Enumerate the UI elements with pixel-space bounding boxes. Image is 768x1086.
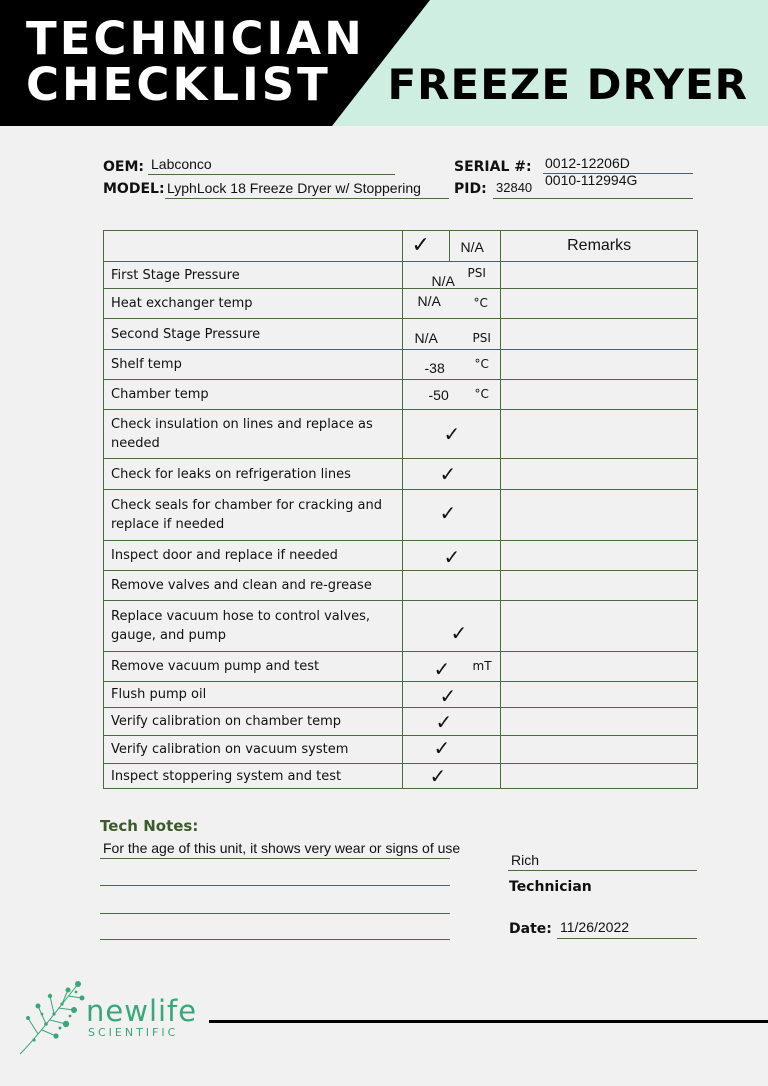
- checkmark-icon: ✓: [433, 657, 451, 681]
- page-title: [26, 12, 365, 111]
- row-value: -50: [428, 387, 449, 403]
- checkmark-icon: ✓: [433, 736, 451, 760]
- remarks-cell: [501, 262, 698, 289]
- row-value: N/A: [431, 273, 455, 289]
- remarks-cell: [501, 380, 698, 410]
- table-row: [104, 350, 698, 380]
- title-line-2: CHECKLIST: [26, 58, 331, 111]
- pid-label: PID:: [454, 181, 487, 197]
- header-item-cell: [104, 231, 403, 262]
- checklist-table: [103, 230, 698, 789]
- table-row: [104, 764, 698, 789]
- model-value: LyphLock 18 Freeze Dryer w/ Stoppering: [167, 180, 421, 196]
- notes-line-3: [100, 913, 450, 914]
- logo-subtext: SCIENTIFIC: [88, 1026, 179, 1039]
- remarks-cell: [501, 289, 698, 319]
- row-label: Inspect door and replace if needed: [104, 541, 403, 571]
- table-row: [104, 736, 698, 764]
- row-label: Remove valves and clean and re-grease: [104, 571, 403, 601]
- table-header-row: [104, 231, 698, 262]
- pid-underline: [493, 198, 693, 199]
- table-row: [104, 541, 698, 571]
- technician-underline: [508, 870, 697, 871]
- date-label: Date:: [509, 921, 552, 937]
- row-value: N/A: [417, 293, 441, 309]
- header-divider: [449, 231, 450, 261]
- header-check-na-cell: [402, 231, 501, 262]
- remarks-cell: [501, 682, 698, 708]
- remarks-cell: [501, 601, 698, 652]
- remarks-cell: [501, 652, 698, 682]
- table-row: [104, 380, 698, 410]
- technician-label: Technician: [509, 879, 592, 895]
- notes-line-4: [100, 939, 450, 940]
- footer-rule: [209, 1020, 768, 1023]
- table-row: [104, 289, 698, 319]
- row-label: Chamber temp: [104, 380, 403, 410]
- table-row: [104, 601, 698, 652]
- row-unit: °C: [474, 357, 489, 371]
- row-label: Shelf temp: [104, 350, 403, 380]
- checkmark-icon: ✓: [439, 462, 457, 486]
- checkmark-header-icon: ✓: [411, 233, 430, 258]
- tech-notes-text: For the age of this unit, it shows very wear or signs of use: [103, 840, 461, 856]
- serial-value-2: 0010-112994G: [545, 172, 638, 188]
- oem-label: OEM:: [103, 159, 144, 175]
- checkmark-icon: ✓: [443, 545, 461, 569]
- date-value: 11/26/2022: [560, 919, 630, 935]
- na-header-label: N/A: [460, 239, 484, 255]
- remarks-cell: [501, 410, 698, 459]
- remarks-cell: [501, 350, 698, 380]
- row-unit: °C: [473, 296, 488, 310]
- model-label: MODEL:: [103, 181, 165, 197]
- checkmark-icon: ✓: [439, 501, 457, 525]
- oem-value: Labconco: [151, 156, 212, 172]
- table-row: [104, 262, 698, 289]
- table-row: [104, 459, 698, 490]
- table-row: [104, 490, 698, 541]
- logo-wordmark: newlife: [86, 994, 198, 1028]
- row-label: Flush pump oil: [104, 682, 403, 708]
- table-row: [104, 571, 698, 601]
- serial-value-1: 0012-12206D: [545, 155, 630, 171]
- notes-line-1: [100, 858, 450, 859]
- row-value: N/A: [414, 330, 438, 346]
- checkmark-icon: ✓: [439, 684, 457, 708]
- remarks-cell: [501, 490, 698, 541]
- table-row: [104, 708, 698, 736]
- table-row: [104, 319, 698, 350]
- remarks-header: Remarks: [501, 231, 698, 262]
- remarks-cell: [501, 736, 698, 764]
- row-unit: PSI: [467, 266, 486, 280]
- page-subtitle: FREEZE DRYER: [387, 60, 748, 109]
- row-unit: °C: [474, 387, 489, 401]
- date-underline: [557, 938, 697, 939]
- title-line-1: TECHNICIAN: [26, 12, 365, 65]
- remarks-cell: [501, 459, 698, 490]
- remarks-cell: [501, 319, 698, 350]
- row-unit: PSI: [472, 331, 491, 345]
- table-row: [104, 652, 698, 682]
- table-row: [104, 410, 698, 459]
- checkmark-icon: ✓: [429, 764, 447, 788]
- row-label: Check seals for chamber for cracking and replace if needed: [104, 490, 403, 541]
- oem-underline: [148, 174, 395, 175]
- row-label: Verify calibration on vacuum system: [104, 736, 403, 764]
- row-label: Verify calibration on chamber temp: [104, 708, 403, 736]
- technician-name: Rich: [511, 852, 540, 868]
- row-label: Heat exchanger temp: [104, 289, 403, 319]
- row-value: -38: [424, 360, 445, 376]
- row-label: First Stage Pressure: [104, 262, 403, 289]
- table-row: [104, 682, 698, 708]
- row-label: Second Stage Pressure: [104, 319, 403, 350]
- remarks-cell: [501, 708, 698, 736]
- model-underline: [165, 198, 449, 199]
- row-label: Replace vacuum hose to control valves, gauge, and pump: [104, 601, 403, 652]
- row-label: Inspect stoppering system and test: [104, 764, 403, 789]
- row-label: Check for leaks on refrigeration lines: [104, 459, 403, 490]
- tech-notes-title: Tech Notes:: [100, 817, 199, 835]
- remarks-cell: [501, 764, 698, 789]
- row-label: Check insulation on lines and replace as needed: [104, 410, 403, 459]
- notes-line-2: [100, 885, 450, 886]
- checkmark-icon: ✓: [443, 422, 461, 446]
- serial-label: SERIAL #:: [454, 159, 532, 175]
- row-unit: mT: [472, 659, 492, 673]
- row-label: Remove vacuum pump and test: [104, 652, 403, 682]
- remarks-cell: [501, 541, 698, 571]
- remarks-cell: [501, 571, 698, 601]
- checkmark-icon: ✓: [450, 621, 468, 645]
- pid-value: 32840: [496, 180, 533, 195]
- checkmark-icon: ✓: [435, 710, 453, 734]
